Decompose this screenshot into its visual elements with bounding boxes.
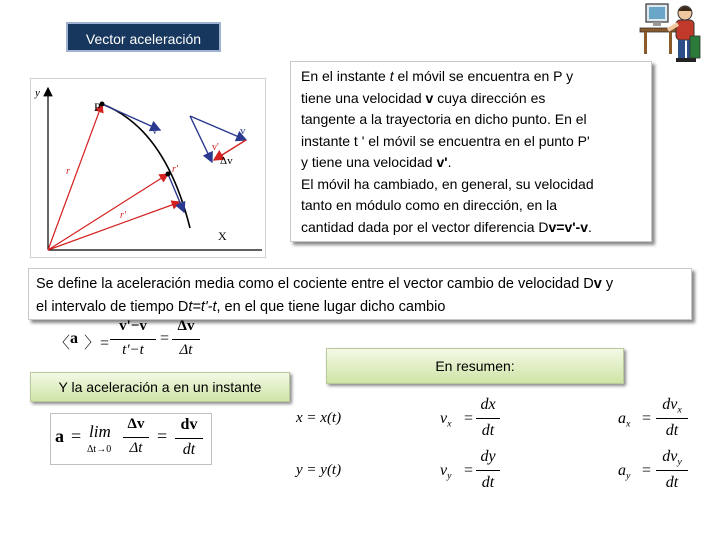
trajectory-diagram <box>30 78 266 258</box>
x-equation: x = x(t) <box>296 410 342 426</box>
formula-den2: Δt <box>179 342 193 358</box>
formula-eq: = <box>160 330 170 347</box>
definition-text: Se define la aceleración media como el cociente entre el vector cambio de velocidad Dv y el intervalo de tiempo Dt=t'-t, en el que tiene lugar dicho cambio <box>28 268 692 320</box>
ay-label: $a_y$ <box>618 462 631 482</box>
label-v2: v <box>240 125 246 137</box>
label-X: X <box>218 229 227 243</box>
label-y: y <box>35 87 40 99</box>
label-v-prime: v' <box>212 142 219 153</box>
formula-den1: t'−t <box>122 342 144 358</box>
description-text: En el instante t el móvil se encuentra en P y tiene una velocidad v cuya dirección es tangente a la trayectoria en dicho punto. En el instante t ' el móvil se encuentra en el punto P' y tiene una velocidad v'. El móvil ha cambiado, en general, su velocidad tanto en módulo como en dirección, en la cantidad dada por el vector diferencia Dv=v'-v. <box>290 61 652 242</box>
page-title: Vector aceleración <box>66 22 221 52</box>
formula-num2: Δv <box>177 318 195 334</box>
instant-acceleration-label: Y la aceleración a en un instante <box>30 372 290 402</box>
formula-lhs-close: 〉= <box>84 335 110 352</box>
vy-label: $v_y$ <box>440 462 452 482</box>
label-P: P <box>94 100 101 114</box>
vx-label: $v_x$ <box>440 410 452 430</box>
person-at-computer-icon <box>638 2 704 64</box>
label-r: r <box>66 166 70 177</box>
average-acceleration-formula <box>54 318 214 364</box>
label-v3: v <box>180 202 185 213</box>
label-r-prime: r' <box>172 164 179 175</box>
formula-lhs-a: a <box>70 330 78 347</box>
instant-acceleration-formula: a = lim Δt→0 Δv Δt = dv dt <box>50 413 212 465</box>
formula-lhs-open: 〈 <box>54 335 71 352</box>
label-delta-v: Δv <box>220 155 233 167</box>
summary-label: En resumen: <box>326 348 624 384</box>
summary-formulas: x = x(t) $v_x$ = dx dt $a_x$ = $dv_x$ dt y = y(t) $v_y$ = dy dt $a_y$ = $dv_y$ dt <box>292 392 712 504</box>
label-v1: v <box>152 125 158 137</box>
formula-num1: v'−v <box>119 318 147 334</box>
label-r2: r' <box>120 210 127 221</box>
y-equation: y = y(t) <box>296 462 342 478</box>
ax-label: $a_x$ <box>618 410 631 430</box>
